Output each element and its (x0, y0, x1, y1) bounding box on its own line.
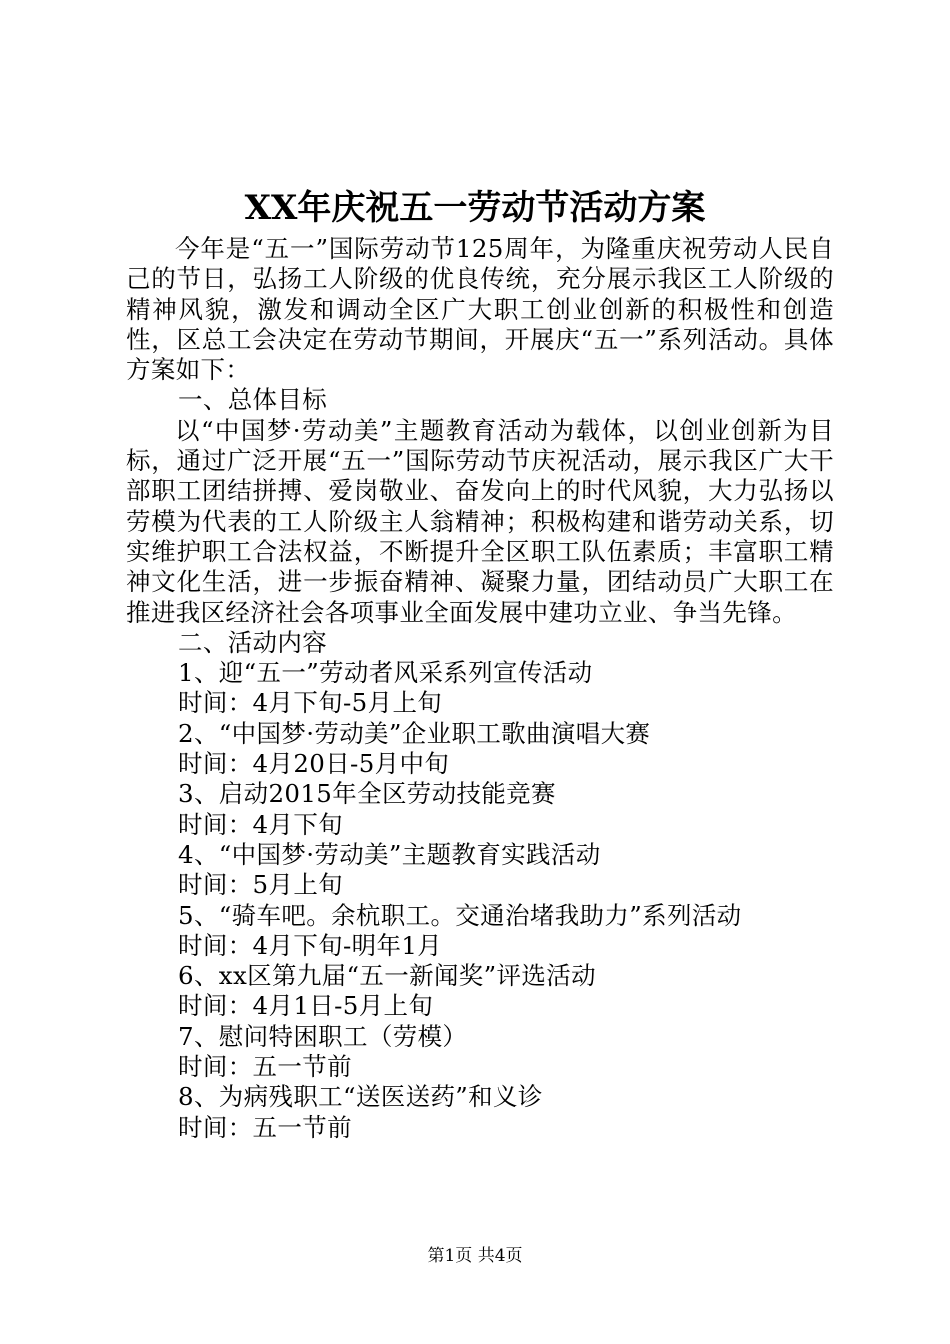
activity-item-time: 时间：4月下旬-明年1月 (178, 930, 443, 960)
activity-item-name: 3、启动2015年全区劳动技能竞赛 (178, 779, 556, 809)
activity-item-time: 时间：4月下旬-5月上旬 (178, 688, 443, 718)
activity-item-name: 8、为病残职工“送医送药”和义诊 (178, 1082, 543, 1112)
section-heading-activities: 二、活动内容 (178, 627, 328, 657)
activity-item-name: 6、xx区第九届“五一新闻奖”评选活动 (178, 961, 596, 991)
activity-item-time: 时间：5月上旬 (178, 870, 344, 900)
document-body (126, 234, 834, 1143)
activity-item-time: 时间：4月20日-5月中旬 (178, 749, 450, 779)
activity-item-name: 7、慰问特困职工（劳模） (178, 1021, 468, 1051)
activity-item-name: 1、迎“五一”劳动者风采系列宣传活动 (178, 658, 593, 688)
activity-item-time: 时间：五一节前 (178, 1052, 352, 1082)
activity-item-name: 2、“中国梦·劳动美”企业职工歌曲演唱大赛 (178, 718, 651, 748)
document-title: XX年庆祝五一劳动节活动方案 (244, 188, 706, 228)
intro-paragraph: 今年是“五一”国际劳动节125周年，为隆重庆祝劳动人民自己的节日，弘扬工人阶级的优良传统，充分展示我区工人阶级的精神风貌，激发和调动全区广大职工创业创新的积极性和创造性，区总工会决定在劳动节期间，开展庆“五一”系列活动。具体方案如下： (126, 234, 834, 385)
activity-item-name: 4、“中国梦·劳动美”主题教育实践活动 (178, 839, 601, 869)
section-heading-goals: 一、总体目标 (178, 385, 328, 415)
page-number-footer: 第1页 共4页 (427, 1246, 523, 1266)
activity-item-name: 5、“骑车吧。余杭职工。交通治堵我助力”系列活动 (178, 900, 742, 930)
activity-item-time: 时间：4月下旬 (178, 809, 344, 839)
activity-item-time: 时间：五一节前 (178, 1112, 352, 1142)
activity-item-time: 时间：4月1日-5月上旬 (178, 991, 434, 1021)
goals-paragraph: 以“中国梦·劳动美”主题教育活动为载体，以创业创新为目标，通过广泛开展“五一”国际劳动节庆祝活动，展示我区广大干部职工团结拼搏、爱岗敬业、奋发向上的时代风貌，大力弘扬以劳模为代表的工人阶级主人翁精神；积极构建和谐劳动关系，切实维护职工合法权益，不断提升全区职工队伍素质；丰富职工精神文化生活，进一步振奋精神、凝聚力量，团结动员广大职工在推进我区经济社会各项事业全面发展中建功立业、争当先锋。 (126, 415, 834, 627)
